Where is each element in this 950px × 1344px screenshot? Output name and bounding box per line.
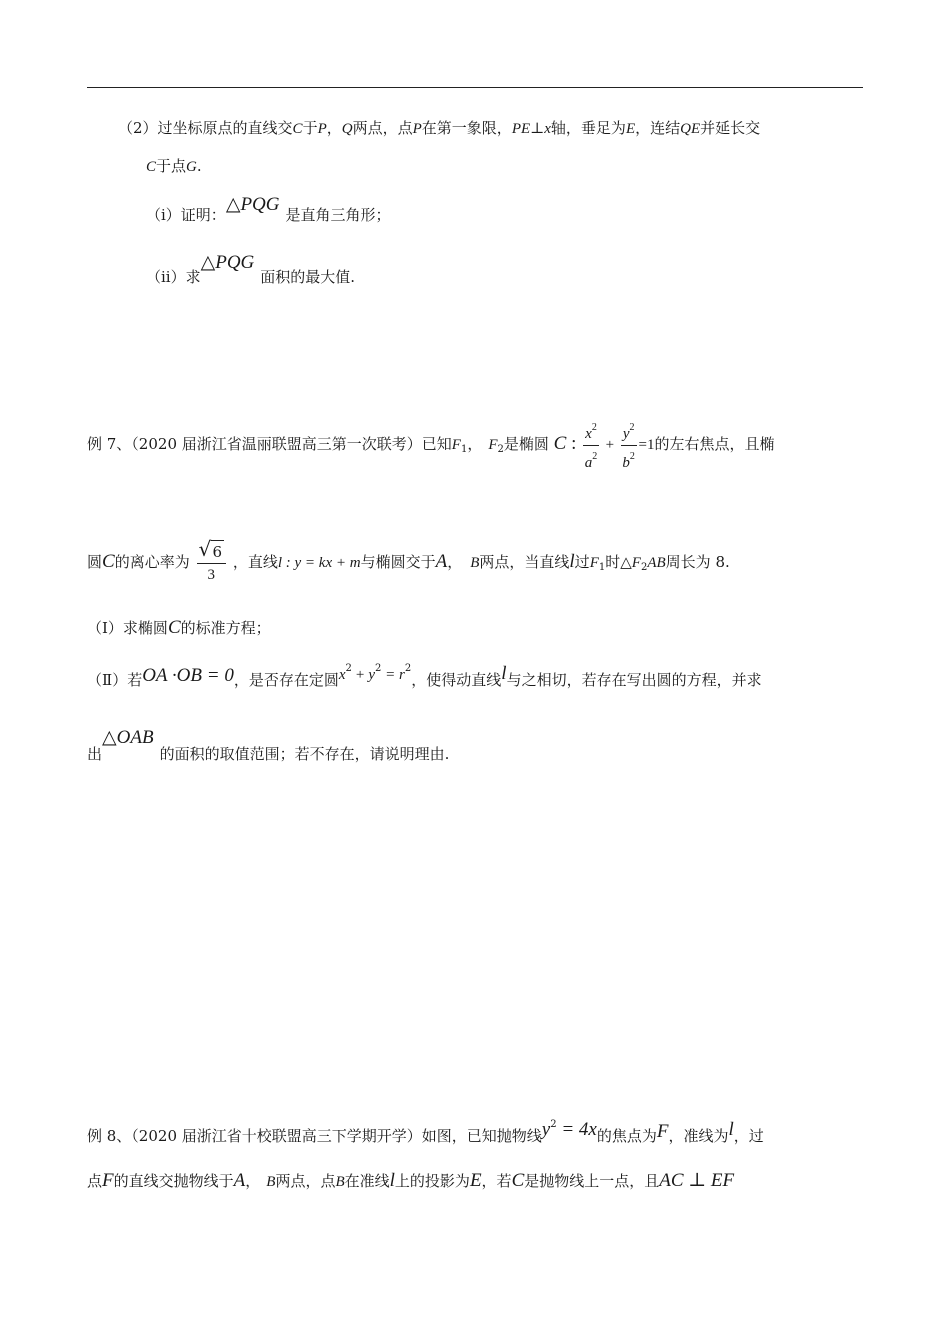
parabola-equation: = 4x [556,1119,597,1140]
math-var: A [233,1170,246,1191]
text: 在第一象限， [421,119,512,137]
subscript: 2 [640,562,648,573]
text: 在准线 [344,1172,390,1190]
math-var: E [469,1170,482,1191]
text: 的面积的取值范围；若不存在，请说明理由. [159,745,450,763]
text: 与椭圆交于 [360,553,436,571]
part2-line1 [118,118,760,139]
ex8-line2 [87,1166,734,1197]
text: . [196,157,202,175]
math-var: y [541,1119,551,1140]
fraction-sqrt6-over-3 [197,537,227,586]
triangle-symbol: △ [200,252,216,273]
text: ，连结 [635,119,681,137]
math-var: P [412,121,422,137]
fraction-y-over-b [621,417,637,474]
math-var: F [102,1170,114,1191]
ex7-line1 [87,414,775,480]
text: 轴，垂足为 [550,119,626,137]
superscript: 2 [404,663,412,674]
math-var: F [656,1121,669,1142]
text: 与之相切，若存在写出圆的方程，并求 [506,671,762,689]
math-var: b [622,454,630,471]
subscript: 1 [598,562,606,573]
sqrt-sign: √ 6 [198,537,223,561]
math-var: OAB [116,727,154,748]
superscript: 2 [591,421,597,433]
text: 两点，点 [352,119,413,137]
header-rule [87,87,863,88]
superscript: 2 [345,663,352,674]
equals-one: =1 [638,437,655,453]
text: 两点，点 [275,1172,336,1190]
math-var: QE [680,121,701,137]
perp-symbol: ⊥ [683,1170,711,1191]
math-var: l [501,663,507,684]
text: 面积的最大值. [260,268,356,286]
triangle-symbol: △ [620,555,632,571]
text: 圆 [87,553,103,571]
ex7-question-1 [87,618,271,638]
radicand: 6 [211,540,225,563]
superscript: 2 [375,663,382,674]
math-var: A [435,551,448,572]
text: 是椭圆 [503,435,549,453]
text: : [566,433,582,454]
plus-symbol: + [605,437,615,453]
text: ，过 [733,1127,764,1145]
text: 例 7、（2020 届浙江省温丽联盟高三第一次联考）已知 [87,435,452,453]
text: 过 [574,553,590,571]
math-var: B [470,555,480,571]
text: 并延长交 [700,119,761,137]
math-var: F [488,437,498,453]
ex8-line1 [87,1116,764,1151]
line-equation: l : y = kx + m [277,555,361,571]
math-var: E [625,121,636,137]
ex7-question-2-cont [87,727,450,764]
math-var: C [553,433,567,454]
math-var: C [292,121,303,137]
math-var: l [569,551,575,572]
math-var: y [368,667,376,683]
math-var: AB [647,555,666,571]
part2-sub-ii [146,252,356,292]
math-var: PQG [240,194,280,215]
part2-sub-i [146,194,391,230]
ex7-line2 [87,532,730,598]
superscript: 2 [550,1119,557,1130]
math-var: P [317,121,327,137]
triangle-symbol: △ [225,194,241,215]
ex7-question-2 [87,660,762,696]
equals-r: = r [381,667,405,683]
text: 出 [87,745,103,763]
math-var: x [544,121,551,137]
superscript: 2 [629,421,635,433]
math-var: F [589,555,599,571]
dot-product-equation: OA ·OB = 0 [142,665,234,686]
math-var: x [585,425,592,442]
superscript: 2 [629,450,635,462]
text: ， [326,119,342,137]
math-var: F [451,437,461,453]
math-var: B [335,1174,345,1190]
text: ， [245,1172,261,1190]
math-var: C [167,617,181,638]
subscript: 1 [460,444,468,455]
fraction-x-over-a [583,417,599,474]
text: （ii）求 [146,268,201,286]
superscript: 2 [592,450,598,462]
text: 的左右焦点，且椭 [654,435,775,453]
text: ， [447,553,463,571]
math-var: Q [341,121,353,137]
text: ，使得动直线 [411,671,502,689]
text: 是直角三角形； [285,206,391,224]
text: 时 [605,553,621,571]
math-var: C [511,1170,525,1191]
text: （Ⅰ）求椭圆 [87,619,168,637]
math-var: C [146,159,157,175]
text: 例 8、（2020 届浙江省十校联盟高三下学期开学）如图，已知抛物线 [87,1127,542,1145]
text: 点 [87,1172,103,1190]
text: ，是否存在定圆 [233,671,339,689]
math-var: AC [659,1170,684,1191]
math-var: l [389,1170,395,1191]
math-var: C [102,551,115,572]
text: 周长为 8. [665,553,730,571]
text: 于点 [156,157,187,175]
text: ，准线为 [668,1127,729,1145]
perp-symbol: ⊥ [530,121,545,137]
math-var: y [622,425,630,442]
math-var: EF [710,1170,735,1191]
text: ，若 [481,1172,512,1190]
text: 的离心率为 [114,553,190,571]
math-var: l [728,1119,734,1140]
text: 的焦点为 [596,1127,657,1145]
math-var: PE [511,121,531,137]
triangle-symbol: △ [102,727,117,748]
text: 的标准方程； [180,619,271,637]
text: （i）证明： [146,206,226,224]
text: 的直线交抛物线于 [113,1172,234,1190]
math-var: G [186,159,197,175]
text: ， [467,435,483,453]
part2-line2 [146,156,202,177]
math-var: x [338,667,346,683]
text: ，直线 [232,553,278,571]
denominator: 3 [207,567,216,583]
math-var: a [584,454,593,471]
text: 上的投影为 [394,1172,470,1190]
text: 于 [302,119,318,137]
subscript: 2 [497,444,504,455]
text: 两点，当直线 [479,553,570,571]
text: 是抛物线上一点，且 [524,1172,660,1190]
math-var: F [631,555,641,571]
text: （2）过坐标原点的直线交 [118,119,293,137]
math-var: B [266,1174,276,1190]
text: （Ⅱ）若 [87,671,143,689]
plus-symbol: + [355,667,365,683]
math-var: PQG [215,252,255,273]
